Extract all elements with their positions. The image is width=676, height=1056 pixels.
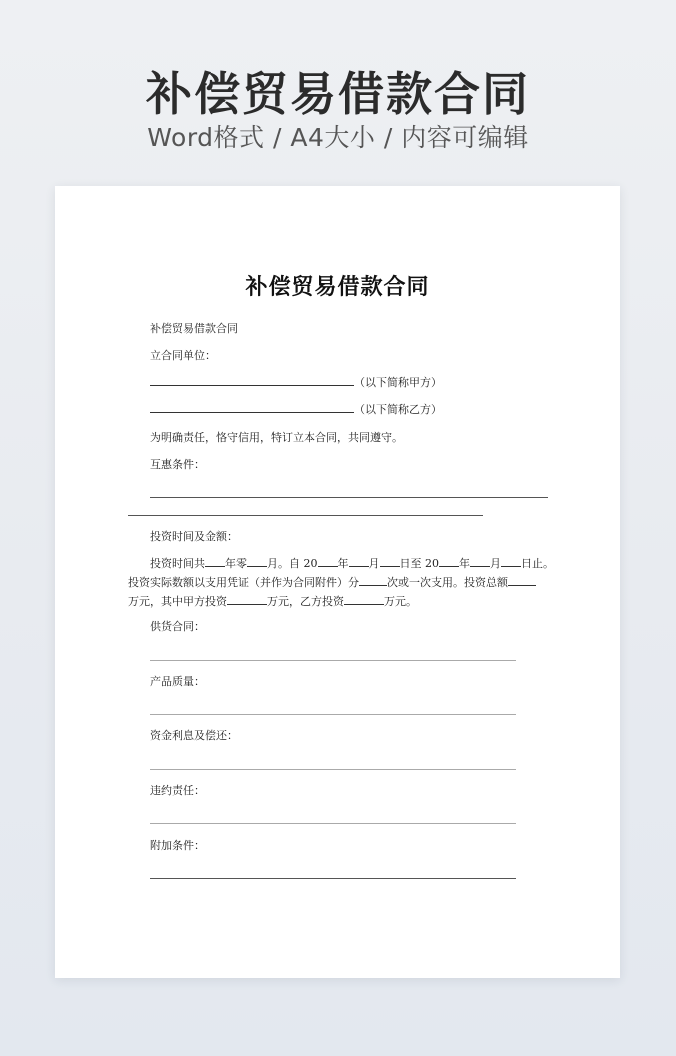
investment-text: 次或一次支用。投资总额: [387, 576, 508, 589]
document-title: 补偿贸易借款合同: [245, 275, 430, 300]
start-year-blank[interactable]: [318, 556, 338, 567]
investment-text: 日止。: [521, 557, 554, 570]
mutual-terms-rule-2[interactable]: [128, 515, 483, 516]
additional-rule[interactable]: [150, 878, 516, 879]
investment-line-3: [128, 594, 417, 610]
investment-text: 月: [490, 557, 501, 570]
party-a-line: [150, 375, 442, 391]
party-b-suffix: （以下简称乙方）: [354, 403, 442, 416]
interest-rule[interactable]: [150, 769, 516, 770]
party-a-amount-blank[interactable]: [227, 594, 267, 605]
investment-text: 投资时间共: [150, 557, 205, 570]
party-b-line: [150, 402, 442, 418]
banner-subtitle: Word格式 / A4大小 / 内容可编辑: [147, 123, 529, 152]
party-b-blank[interactable]: [150, 402, 354, 413]
document-page: [55, 186, 620, 978]
quality-label: 产品质量：: [150, 675, 205, 688]
party-a-suffix: （以下简称甲方）: [354, 376, 442, 389]
mutual-terms-rule-1[interactable]: [150, 497, 548, 498]
investment-text: 年: [459, 557, 470, 570]
party-b-amount-blank[interactable]: [344, 594, 384, 605]
end-month-blank[interactable]: [470, 556, 490, 567]
investment-text: 万元，乙方投资: [267, 595, 344, 608]
end-day-blank[interactable]: [501, 556, 521, 567]
investment-text: 日至 20: [399, 557, 439, 570]
mutual-terms-label: 互惠条件：: [150, 458, 205, 471]
quality-rule[interactable]: [150, 714, 516, 715]
end-year-blank[interactable]: [439, 556, 459, 567]
investment-line-2: [128, 575, 536, 591]
party-a-blank[interactable]: [150, 375, 354, 386]
banner-title: 补偿贸易借款合同: [146, 67, 530, 121]
investment-label: 投资时间及金额：: [150, 530, 238, 543]
investment-text: 投资实际数额以支用凭证（并作为合同附件）分: [128, 576, 359, 589]
liability-label: 违约责任：: [150, 784, 205, 797]
additional-label: 附加条件：: [150, 839, 205, 852]
supply-label: 供货合同：: [150, 620, 205, 633]
months-blank[interactable]: [247, 556, 267, 567]
investment-text: 年零: [225, 557, 247, 570]
investment-text: 年: [337, 557, 349, 570]
investment-text: 月。自 20: [267, 557, 318, 570]
liability-rule[interactable]: [150, 823, 516, 824]
total-amount-blank[interactable]: [508, 575, 536, 586]
parties-label: 立合同单位：: [150, 349, 216, 362]
supply-rule[interactable]: [150, 660, 516, 661]
investment-text: 月: [368, 557, 380, 570]
investment-line-1: [150, 556, 554, 572]
investment-text: 万元，其中甲方投资: [128, 595, 227, 608]
years-blank[interactable]: [205, 556, 225, 567]
preamble-text: 为明确责任，恪守信用，特订立本合同，共同遵守。: [150, 431, 403, 444]
investment-text: 万元。: [384, 595, 417, 608]
tranches-blank[interactable]: [359, 575, 387, 586]
start-month-blank[interactable]: [349, 556, 369, 567]
start-day-blank[interactable]: [380, 556, 400, 567]
interest-label: 资金利息及偿还：: [150, 729, 238, 742]
intro-line: 补偿贸易借款合同: [150, 322, 238, 335]
